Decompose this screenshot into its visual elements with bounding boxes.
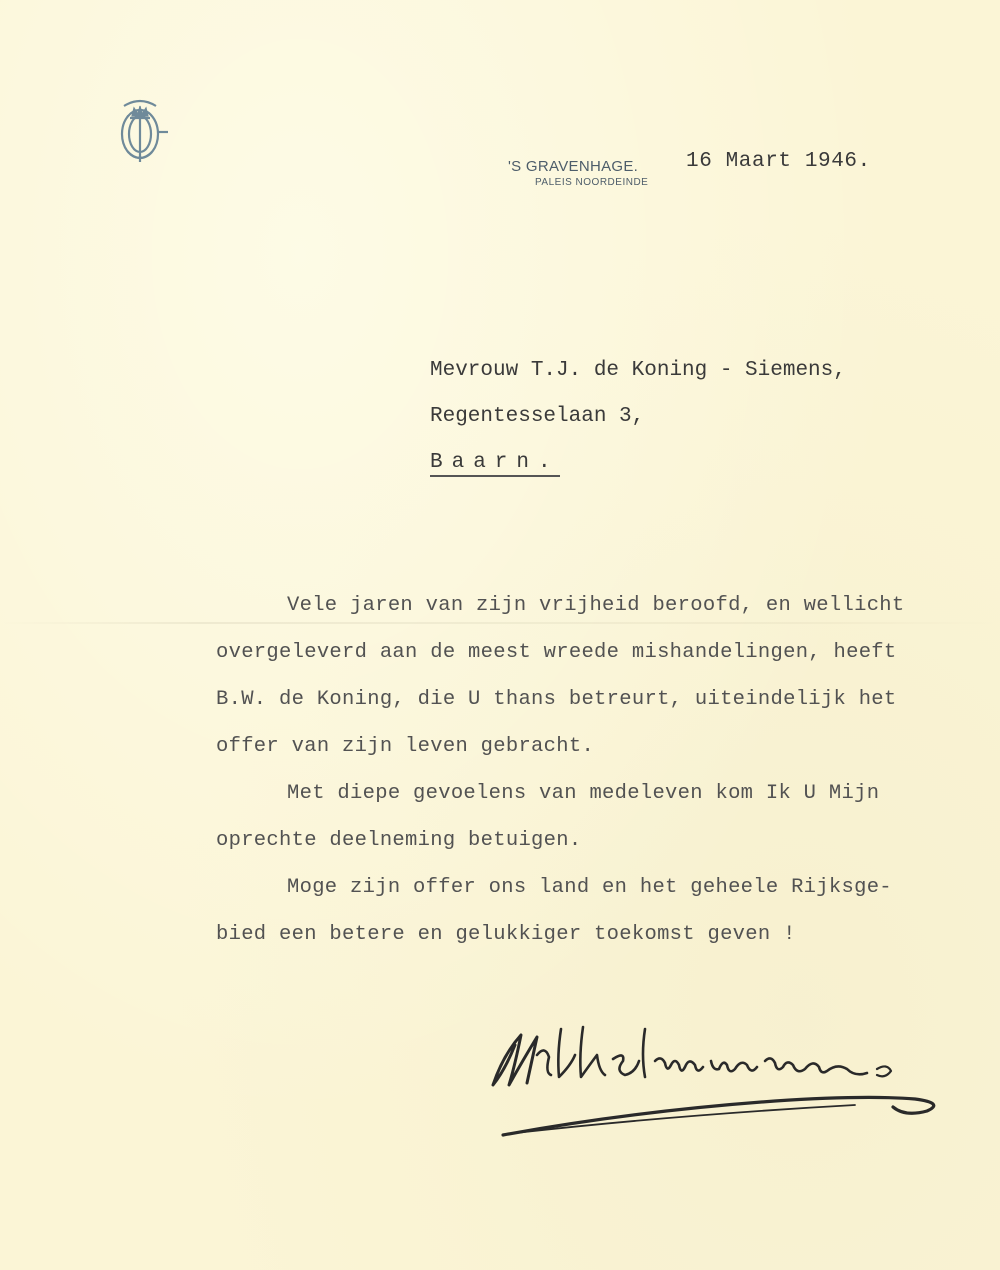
body-line: Vele jaren van zijn vrijheid beroofd, en wellicht xyxy=(287,594,905,617)
letter-date: 16 Maart 1946. xyxy=(686,150,871,173)
body-line: offer van zijn leven gebracht. xyxy=(216,735,595,758)
body-line: oprechte deelneming betuigen. xyxy=(216,829,582,852)
crowned-monogram-icon xyxy=(110,92,182,170)
recipient-town: Baarn. xyxy=(430,451,560,477)
handwritten-signature xyxy=(475,1015,965,1145)
letterhead xyxy=(508,158,648,190)
body-line: bied een betere en gelukkiger toekomst geven ! xyxy=(216,923,796,946)
letterhead-palace: PALEIS NOORDEINDE xyxy=(535,177,649,188)
body-line: overgeleverd aan de meest wreede mishandelingen, heeft xyxy=(216,641,897,664)
recipient-name: Mevrouw T.J. de Koning - Siemens, xyxy=(430,359,846,382)
recipient-address xyxy=(430,348,846,486)
body-line: B.W. de Koning, die U thans betreurt, uiteindelijk het xyxy=(216,688,897,711)
letterhead-city: 'S GRAVENHAGE. xyxy=(508,158,639,175)
body-line: Met diepe gevoelens van medeleven kom Ik U Mijn xyxy=(287,782,880,805)
recipient-street: Regentesselaan 3, xyxy=(430,405,645,428)
body-line: Moge zijn offer ons land en het geheele Rijksge- xyxy=(287,876,892,899)
letter-body xyxy=(216,582,986,958)
